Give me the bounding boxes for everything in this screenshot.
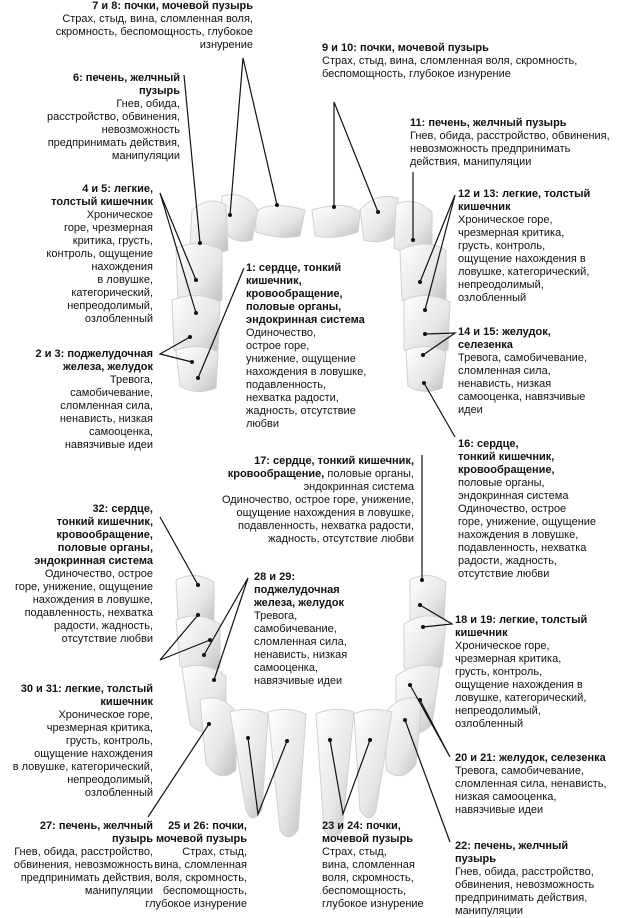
label-title: 17: сердце, тонкий кишечник, кровообращение, (227, 455, 414, 480)
label-title: 6: печень, желчный пузырь (72, 72, 180, 97)
label-title: 16: сердце, тонкий кишечник, кровообращение, (458, 438, 555, 476)
label-body: Одиночество, острое горе, унижение, ощущение нахождения в ловушке, подавленность, нехватка радости, жадность, отсутствие любви (246, 327, 367, 430)
label-title: 2 и 3: поджелудочная железа, желудок (35, 348, 153, 373)
label-teeth-9-10 (322, 42, 577, 81)
label-teeth-23-24 (322, 820, 424, 911)
label-title: 9 и 10: почки, мочевой пузырь (322, 42, 489, 54)
label-body: половые органы, эндокринная система Одиночество, острое горе, унижение, ощущение нахождения в ловушке, подавленность, нехватка радости, жадность, отсутствие любви (458, 477, 597, 580)
label-body: Гнев, обида, расстройство, обвинения, невозможность предпринимать действия, манипуляции (47, 98, 180, 162)
label-body: Страх, стыд, вина, сломленная воля, скромность, беспомощность, глубокое изнурение (322, 55, 578, 80)
label-body: Страх, стыд, вина, сломленная воля, скромность, беспомощность, глубокое изнурение (322, 846, 424, 910)
label-body: Страх, стыд, вина, сломленная воля, скромность, беспомощность, глубокое изнурение (145, 846, 247, 910)
label-tooth-16 (458, 438, 596, 581)
label-title: 1: сердце, тонкий кишечник, кровообращение, половые органы, эндокринная система (246, 262, 365, 326)
label-tooth-22 (455, 840, 594, 918)
label-title: 28 и 29: поджелудочная железа, желудок (254, 571, 344, 609)
label-tooth-6 (47, 72, 180, 163)
label-teeth-14-15 (458, 326, 587, 417)
label-title: 22: печень, желчный пузырь (455, 840, 569, 865)
label-title: 25 и 26: почки, мочевой пузырь (155, 820, 247, 845)
label-body: Страх, стыд, вина, сломленная воля, скромность, беспомощность, глубокое изнурение (55, 13, 253, 51)
label-body: половые органы, эндокринная система Одиночество, острое горе, унижение, ощущение нахождения в ловушке, подавленность, нехватка радости, жадность, отсутствие любви (221, 468, 414, 545)
label-teeth-20-21 (455, 752, 607, 817)
label-title: 30 и 31: легкие, толстый кишечник (20, 683, 153, 708)
label-teeth-4-5 (46, 183, 153, 326)
label-title: 18 и 19: легкие, толстый кишечник (455, 614, 588, 639)
label-body: Гнев, обида, расстройство, обвинения, невозможность предпринимать действия, манипуляции (13, 846, 153, 897)
label-teeth-25-26 (145, 820, 247, 911)
label-body: Хроническое горе, чрезмерная критика, грусть, контроль, ощущение нахождения в ловушке, категорический, непреодолимый, озлобленный (458, 214, 590, 304)
label-teeth-12-13 (458, 188, 590, 305)
label-teeth-7-8 (56, 0, 253, 52)
label-body: Тревога, самобичевание, сломленная сила, ненависть, низкая самооценка, навязчивые идеи (455, 765, 607, 816)
label-tooth-27 (14, 820, 153, 898)
label-title: 7 и 8: почки, мочевой пузырь (92, 0, 253, 12)
label-body: Тревога, самобичевание, сломленная сила, ненависть, низкая самооценка, навязчивые идеи (254, 610, 348, 687)
label-body: Гнев, обида, расстройство, обвинения, невозможность предпринимать действия, манипуляции (455, 866, 595, 917)
label-teeth-28-29 (254, 571, 347, 688)
label-title: 4 и 5: легкие, толстый кишечник (51, 183, 153, 208)
label-body: Одиночество, острое горе, унижение, ощущение нахождения в ловушке, подавленность, нехватка радости, жадность, отсутствие любви (14, 568, 153, 645)
label-teeth-30-31 (13, 683, 153, 800)
label-tooth-32 (15, 503, 153, 646)
label-body: Тревога, самобичевание, сломленная сила, ненависть, низкая самооценка, навязчивые идеи (458, 352, 587, 416)
label-title: 12 и 13: легкие, толстый кишечник (458, 188, 591, 213)
label-title: 11: печень, желчный пузырь (410, 117, 567, 129)
label-body: Хроническое горе, чрезмерная критика, грусть, контроль, ощущение нахождения в ловушке, категорический, непреодолимый, озлобленный (12, 709, 153, 799)
label-body: Хроническое горе, чрезмерная критика, грусть, контроль, ощущение нахождения в ловушке, категорический, непреодолимый, озлобленный (46, 209, 153, 325)
label-body: Тревога, самобичевание, сломленная сила, ненависть, низкая самооценка, навязчивые идеи (59, 374, 153, 451)
label-title: 14 и 15: желудок, селезенка (458, 326, 551, 351)
label-tooth-1 (246, 262, 366, 431)
label-body: Хроническое горе, чрезмерная критика, грусть, контроль, ощущение нахождения в ловушке, категорический, непреодолимый, озлобленный (455, 640, 587, 730)
label-tooth-17 (222, 455, 414, 546)
label-title: 23 и 24: почки, мочевой пузырь (322, 820, 414, 845)
label-title: 27: печень, желчный пузырь (39, 820, 153, 845)
label-teeth-2-3 (36, 348, 153, 452)
label-tooth-11 (410, 117, 610, 169)
label-teeth-18-19 (455, 614, 587, 731)
label-body: Гнев, обида, расстройство, обвинения, невозможность предпринимать действия, манипуляции (410, 130, 610, 168)
label-title: 20 и 21: желудок, селезенка (455, 752, 606, 764)
label-title: 32: сердце, тонкий кишечник, кровообращение, половые органы, эндокринная система (34, 503, 153, 567)
